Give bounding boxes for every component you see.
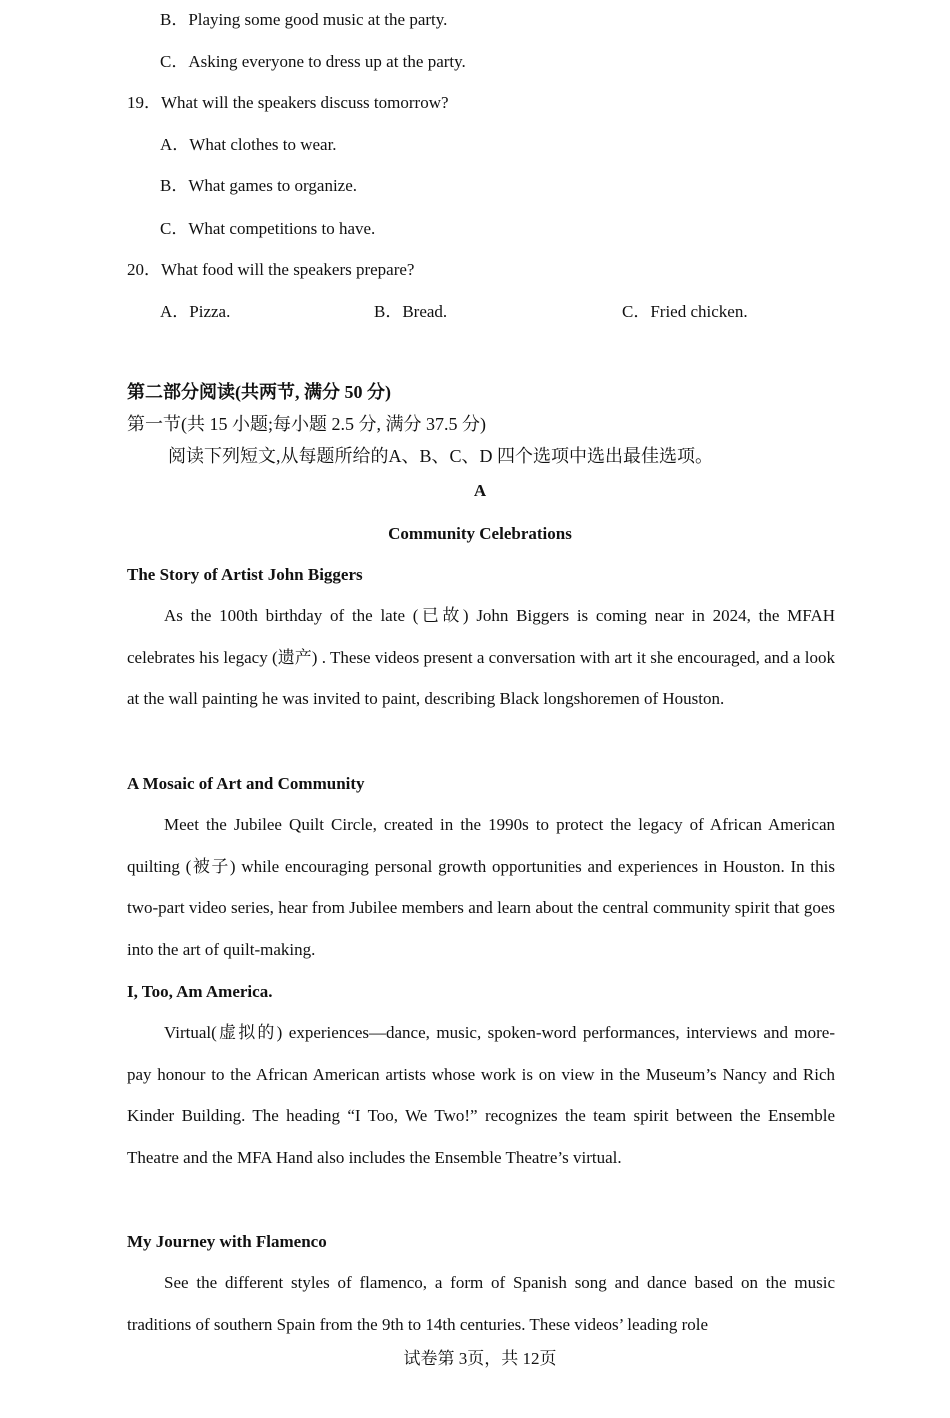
section-heading-flamenco: My Journey with Flamenco (127, 1232, 327, 1251)
q18-option-c: C．Asking everyone to dress up at the party. (160, 52, 466, 71)
paragraph-i-too-am-america: Virtual(虚拟的) experiences—dance, music, spoken-word performances, interviews and more-pay honour to the African American artists whose work is on view in the Museum’s Nancy and Rich Kinder Building. The heading “I Too, We Two!” recognizes the team spirit between the Ensemble Theatre and the MFA Hand also includes the Ensemble Theatre’s virtual. (127, 1023, 835, 1167)
section-heading-john-biggers: The Story of Artist John Biggers (127, 565, 363, 584)
q19-stem: 19．What will the speakers discuss tomorrow? (127, 93, 449, 112)
q19-option-b: B．What games to organize. (160, 176, 358, 195)
passage-title: Community Celebrations (388, 524, 572, 543)
paragraph-john-biggers: As the 100th birthday of the late (已故) John Biggers is coming near in 2024, the MFAH celebrates his legacy (遗产) . These videos present a conversation with art it she encouraged, and a look at the wall painting he was invited to paint, describing Black longshoremen of Houston. (127, 606, 835, 709)
section-heading-mosaic: A Mosaic of Art and Community (127, 774, 365, 793)
paragraph-flamenco: See the different styles of flamenco, a form of Spanish song and dance based on the music traditions of southern Spain from the 9th to 14th centuries. These videos’ leading role (127, 1273, 835, 1334)
section1-heading: 第一节(共 15 小题;每小题 2.5 分, 满分 37.5 分) (127, 414, 486, 434)
section-heading-i-too-am-america: I, Too, Am America. (127, 982, 273, 1001)
q20-stem: 20．What food will the speakers prepare? (127, 260, 415, 279)
reading-instruction: 阅读下列短文,从每题所给的A、B、C、D 四个选项中选出最佳选项。 (168, 446, 714, 466)
q19-option-a: A．What clothes to wear. (160, 135, 337, 154)
passage-letter: A (473, 481, 487, 500)
q20-option-c: C．Fried chicken. (622, 302, 748, 321)
paragraph-mosaic: Meet the Jubilee Quilt Circle, created in the 1990s to protect the legacy of African American quilting (被子) while encouraging personal growth opportunities and experiences in Houston. In this two-part video series, hear from Jubilee members and learn about the central community spirit that goes into the art of quilt-making. (127, 815, 835, 959)
part2-title: 第二部分阅读(共两节, 满分 50 分) (127, 382, 391, 402)
q18-option-b: B．Playing some good music at the party. (160, 10, 448, 29)
q19-option-c: C．What competitions to have. (160, 219, 376, 238)
page-footer: 试卷第 3页，共 12页 (403, 1349, 557, 1368)
q20-option-b: B．Bread. (374, 302, 448, 321)
q20-option-a: A．Pizza. (160, 302, 231, 321)
